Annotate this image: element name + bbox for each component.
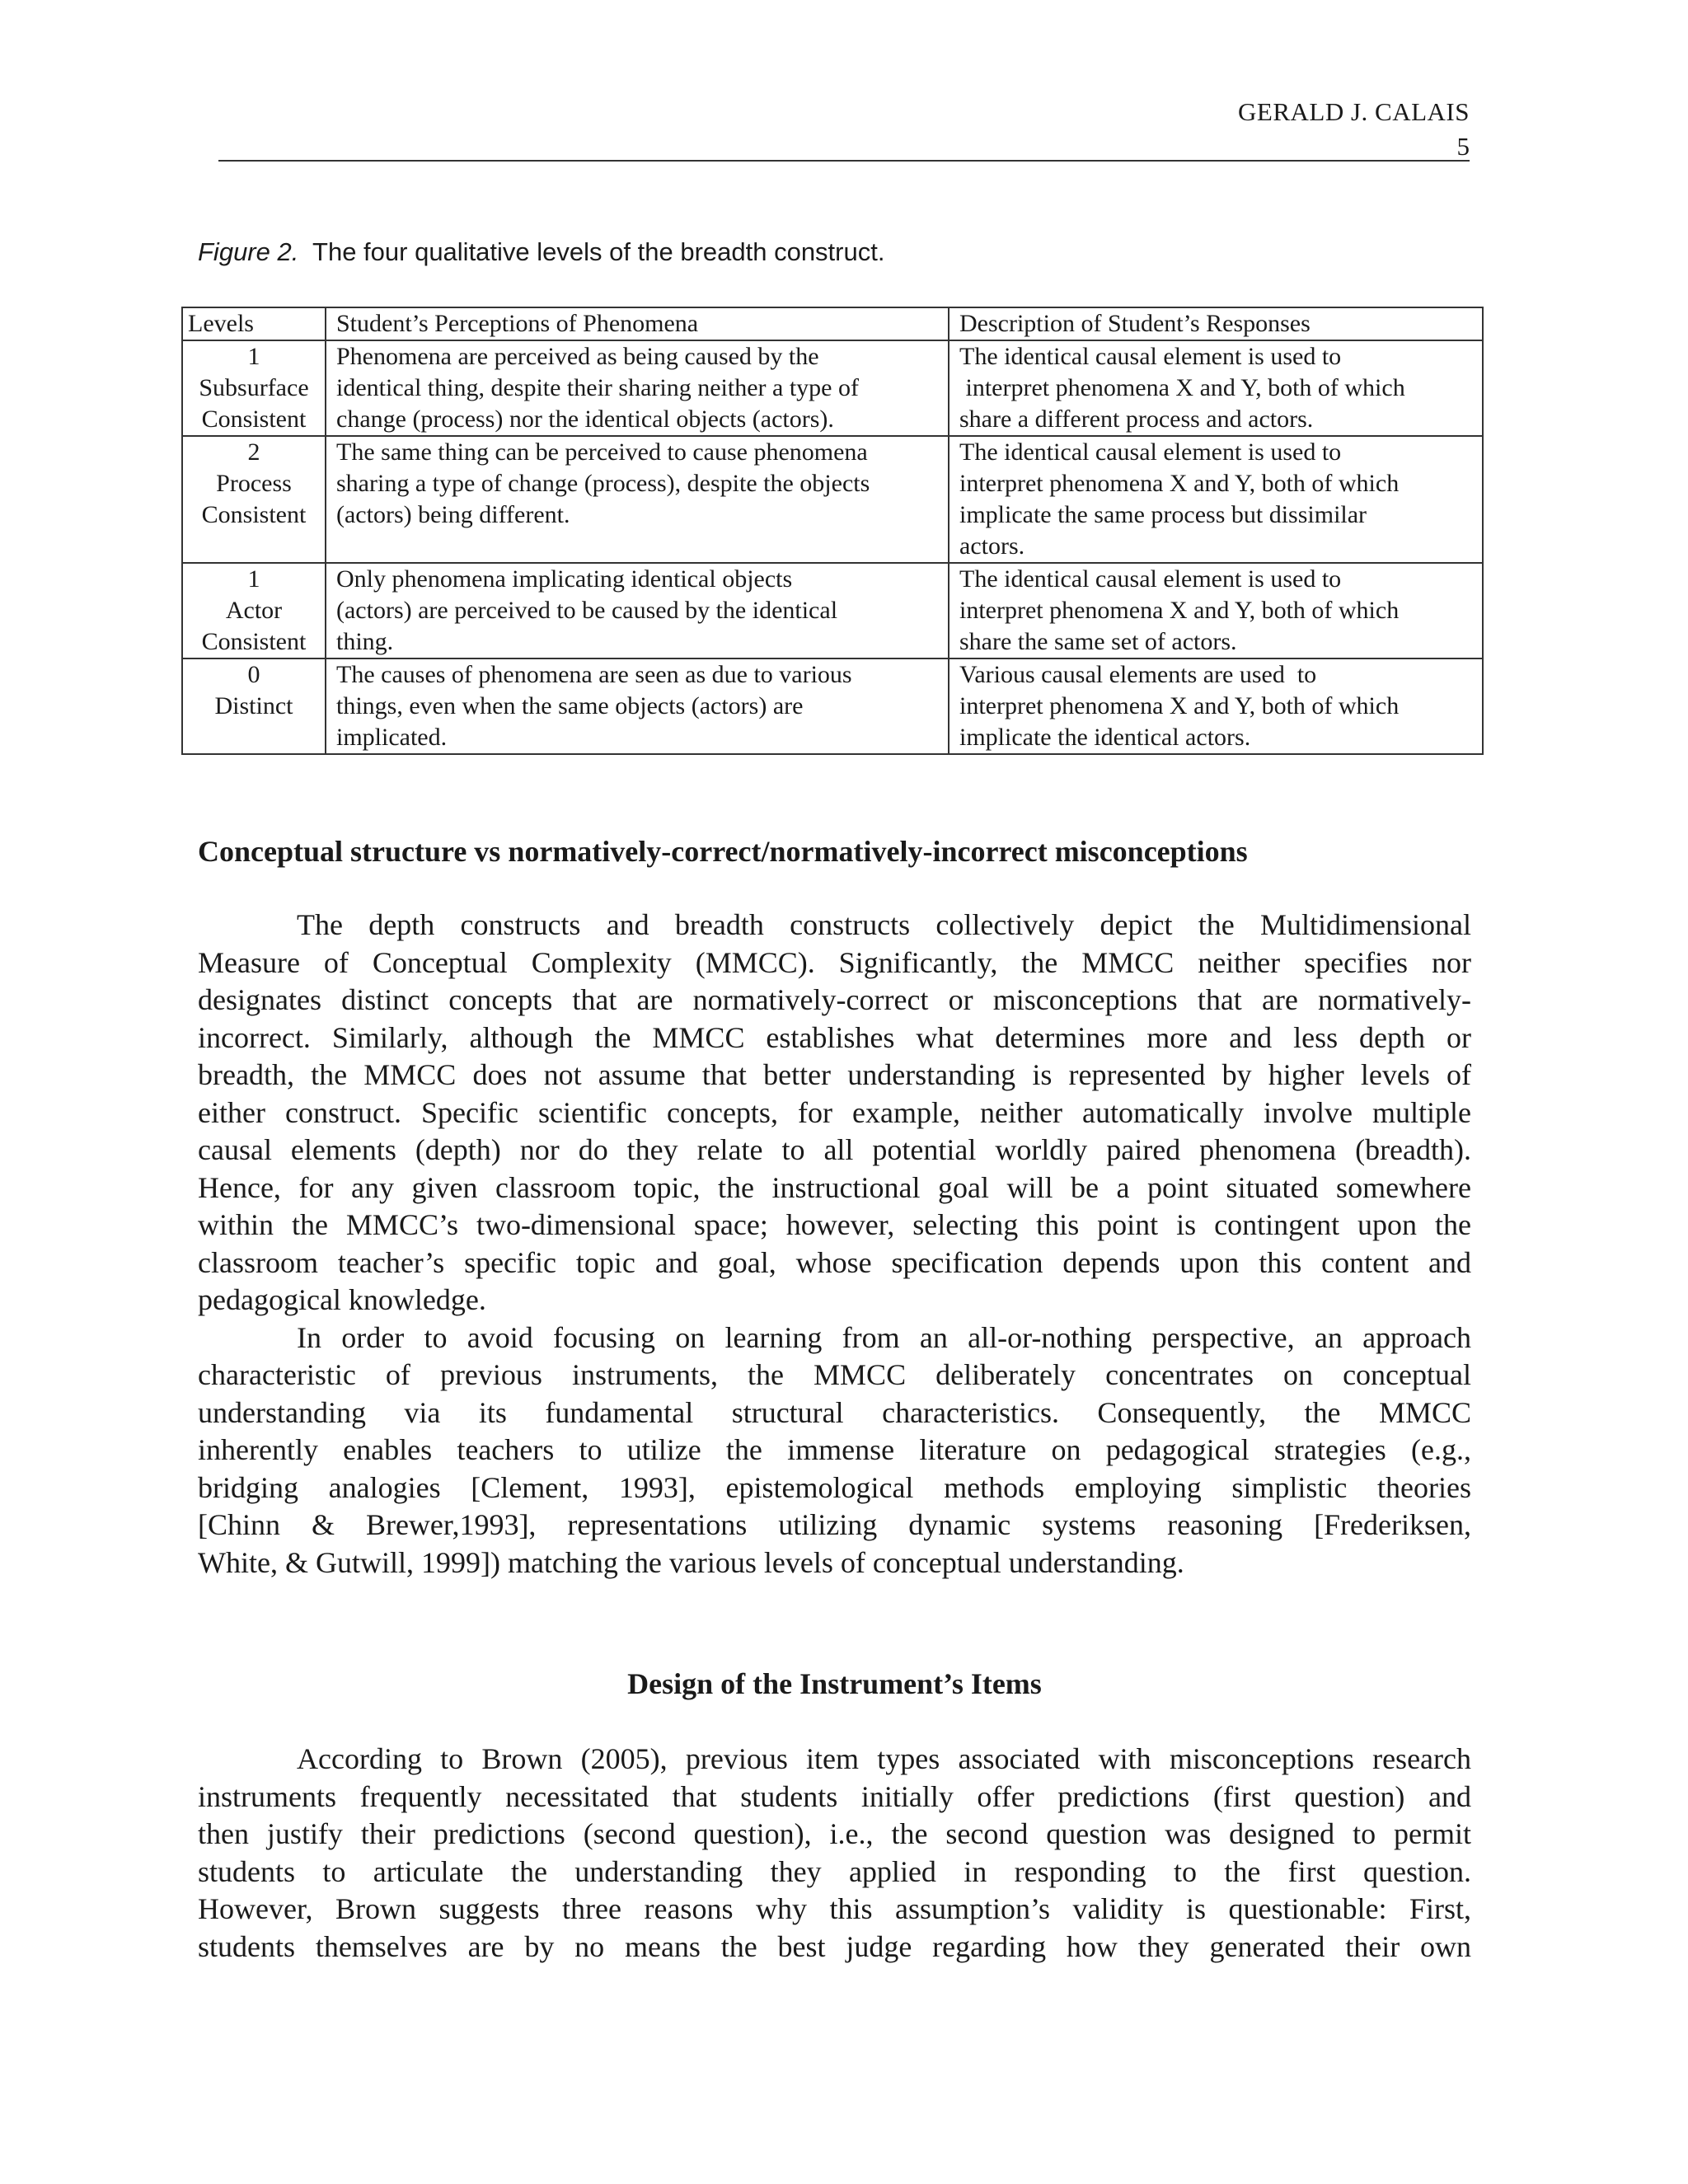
level-name-line: Distinct <box>214 692 293 719</box>
paragraph-line: students themselves are by no means the best judge regarding how they generated their own <box>198 1929 1471 1963</box>
cell-text-line: (actors) being different. <box>336 501 570 528</box>
cell-text-line: (actors) are perceived to be caused by the identical <box>336 597 838 624</box>
level-cell <box>182 436 326 563</box>
perception-cell <box>326 340 949 436</box>
paragraph-line: According to Brown (2005), previous item types associated with misconceptions research <box>297 1742 1471 1775</box>
paragraph-line: within the MMCC’s two-dimensional space; however, selecting this point is contingent upon the <box>198 1208 1471 1241</box>
paragraph-line: Hence, for any given classroom topic, the instructional goal will be a point situated somewhere <box>198 1170 1471 1204</box>
cell-text-line: The identical causal element is used to <box>959 438 1342 466</box>
paragraph-line: bridging analogies [Clement, 1993], epistemological methods employing simplistic theories <box>198 1470 1471 1504</box>
paragraph-line: then justify their predictions (second question), i.e., the second question was designed to permit <box>198 1817 1471 1850</box>
paragraph-line: incorrect. Similarly, although the MMCC establishes what determines more and less depth or <box>198 1020 1471 1054</box>
running-head-author: GERALD J. CALAIS <box>1238 97 1470 126</box>
level-number: 1 <box>247 343 260 370</box>
page-number: 5 <box>1456 132 1470 161</box>
cell-text-line: The causes of phenomena are seen as due to various <box>336 661 852 688</box>
paragraph-line: breadth, the MMCC does not assume that better understanding is represented by higher levels of <box>198 1058 1471 1091</box>
section-heading-design-items: Design of the Instrument’s Items <box>627 1667 1042 1700</box>
description-cell <box>949 563 1483 658</box>
paragraph-line: White, & Gutwill, 1999]) matching the various levels of conceptual understanding. <box>198 1545 1184 1579</box>
paragraph-line: causal elements (depth) nor do they relate to all potential worldly paired phenomena (breadth). <box>198 1133 1471 1166</box>
paragraph-line: However, Brown suggests three reasons why this assumption’s validity is questionable: First, <box>198 1892 1471 1925</box>
cell-text-line: implicate the same process but dissimilar <box>959 501 1367 528</box>
column-header-description: Description of Student’s Responses <box>949 307 1483 340</box>
paragraph-line: students to articulate the understanding they applied in responding to the first question. <box>198 1854 1471 1888</box>
breadth-levels-table <box>181 307 1484 755</box>
paragraph-line: understanding via its fundamental structural characteristics. Consequently, the MMCC <box>198 1395 1471 1429</box>
column-header-levels: Levels <box>182 307 326 340</box>
perception-cell <box>326 563 949 658</box>
level-number: 1 <box>247 565 260 593</box>
body-paragraph <box>198 1741 1471 1966</box>
paragraph-line: characteristic of previous instruments, the MMCC deliberately concentrates on conceptual <box>198 1358 1471 1391</box>
cell-text-line: change (process) nor the identical objects (actors). <box>336 405 834 433</box>
level-cell <box>182 563 326 658</box>
cell-text-line: The identical causal element is used to <box>959 565 1342 593</box>
cell-text-line: interpret phenomena X and Y, both of which <box>959 374 1405 401</box>
cell-text-line: things, even when the same objects (actors) are <box>336 692 804 719</box>
level-number: 2 <box>247 438 260 466</box>
table-header-row <box>182 307 1483 340</box>
table-row <box>182 340 1483 436</box>
cell-text-line: actors. <box>959 532 1025 560</box>
cell-text-line: interpret phenomena X and Y, both of which <box>959 692 1400 719</box>
cell-text-line: Only phenomena implicating identical objects <box>336 565 793 593</box>
cell-text-line: The identical causal element is used to <box>959 343 1342 370</box>
paragraph-line: either construct. Specific scientific concepts, for example, neither automatically involve multiple <box>198 1095 1471 1129</box>
level-name-line: Actor <box>225 597 283 624</box>
figure-caption-text: The four qualitative levels of the breadth construct. <box>312 237 885 266</box>
body-paragraph <box>198 907 1471 1582</box>
perception-cell <box>326 658 949 754</box>
header-divider <box>218 160 1470 162</box>
level-cell <box>182 658 326 754</box>
cell-text-line: Various causal elements are used to <box>959 661 1317 688</box>
paragraph-line: The depth constructs and breadth constructs collectively depict the Multidimensional <box>297 908 1471 941</box>
table-row <box>182 658 1483 754</box>
paragraph-line: [Chinn & Brewer,1993], representations utilizing dynamic systems reasoning [Frederiksen, <box>198 1508 1471 1541</box>
paragraph-line: pedagogical knowledge. <box>198 1283 486 1316</box>
description-cell <box>949 658 1483 754</box>
paragraph-line: In order to avoid focusing on learning from an all-or-nothing perspective, an approach <box>297 1320 1471 1354</box>
paragraph-line: instruments frequently necessitated that students initially offer predictions (first question) and <box>198 1779 1471 1813</box>
description-cell <box>949 340 1483 436</box>
perception-cell <box>326 436 949 563</box>
column-header-perceptions: Student’s Perceptions of Phenomena <box>326 307 949 340</box>
cell-text-line: identical thing, despite their sharing neither a type of <box>336 374 859 401</box>
cell-text-line: share the same set of actors. <box>959 628 1237 655</box>
figure-label: Figure 2. <box>198 237 299 266</box>
level-cell <box>182 340 326 436</box>
cell-text-line: sharing a type of change (process), despite the objects <box>336 470 870 497</box>
section-heading-conceptual-structure: Conceptual structure vs normatively-correct/normatively-incorrect misconceptions <box>198 835 1248 868</box>
cell-text-line: interpret phenomena X and Y, both of which <box>959 597 1400 624</box>
cell-text-line: implicated. <box>336 724 448 751</box>
description-cell <box>949 436 1483 563</box>
level-name-line: Consistent <box>201 501 307 528</box>
paragraph-line: Measure of Conceptual Complexity (MMCC). Significantly, the MMCC neither specifies nor <box>198 945 1471 979</box>
level-name-line: Subsurface <box>199 374 309 401</box>
table-row <box>182 436 1483 563</box>
level-name-line: Consistent <box>201 405 307 433</box>
cell-text-line: implicate the identical actors. <box>959 724 1251 751</box>
cell-text-line: The same thing can be perceived to cause phenomena <box>336 438 868 466</box>
level-number: 0 <box>247 661 260 688</box>
paragraph-line: designates distinct concepts that are normatively-correct or misconceptions that are normatively- <box>198 983 1471 1016</box>
level-name-line: Process <box>216 470 292 497</box>
cell-text-line: Phenomena are perceived as being caused by the <box>336 343 819 370</box>
cell-text-line: thing. <box>336 628 394 655</box>
level-name-line: Consistent <box>201 628 307 655</box>
paragraph-line: classroom teacher’s specific topic and goal, whose specification depends upon this content and <box>198 1245 1471 1279</box>
cell-text-line: share a different process and actors. <box>959 405 1314 433</box>
table-row <box>182 563 1483 658</box>
paragraph-line: inherently enables teachers to utilize the immense literature on pedagogical strategies (e.g., <box>198 1433 1471 1466</box>
cell-text-line: interpret phenomena X and Y, both of which <box>959 470 1400 497</box>
figure-caption <box>198 237 884 267</box>
